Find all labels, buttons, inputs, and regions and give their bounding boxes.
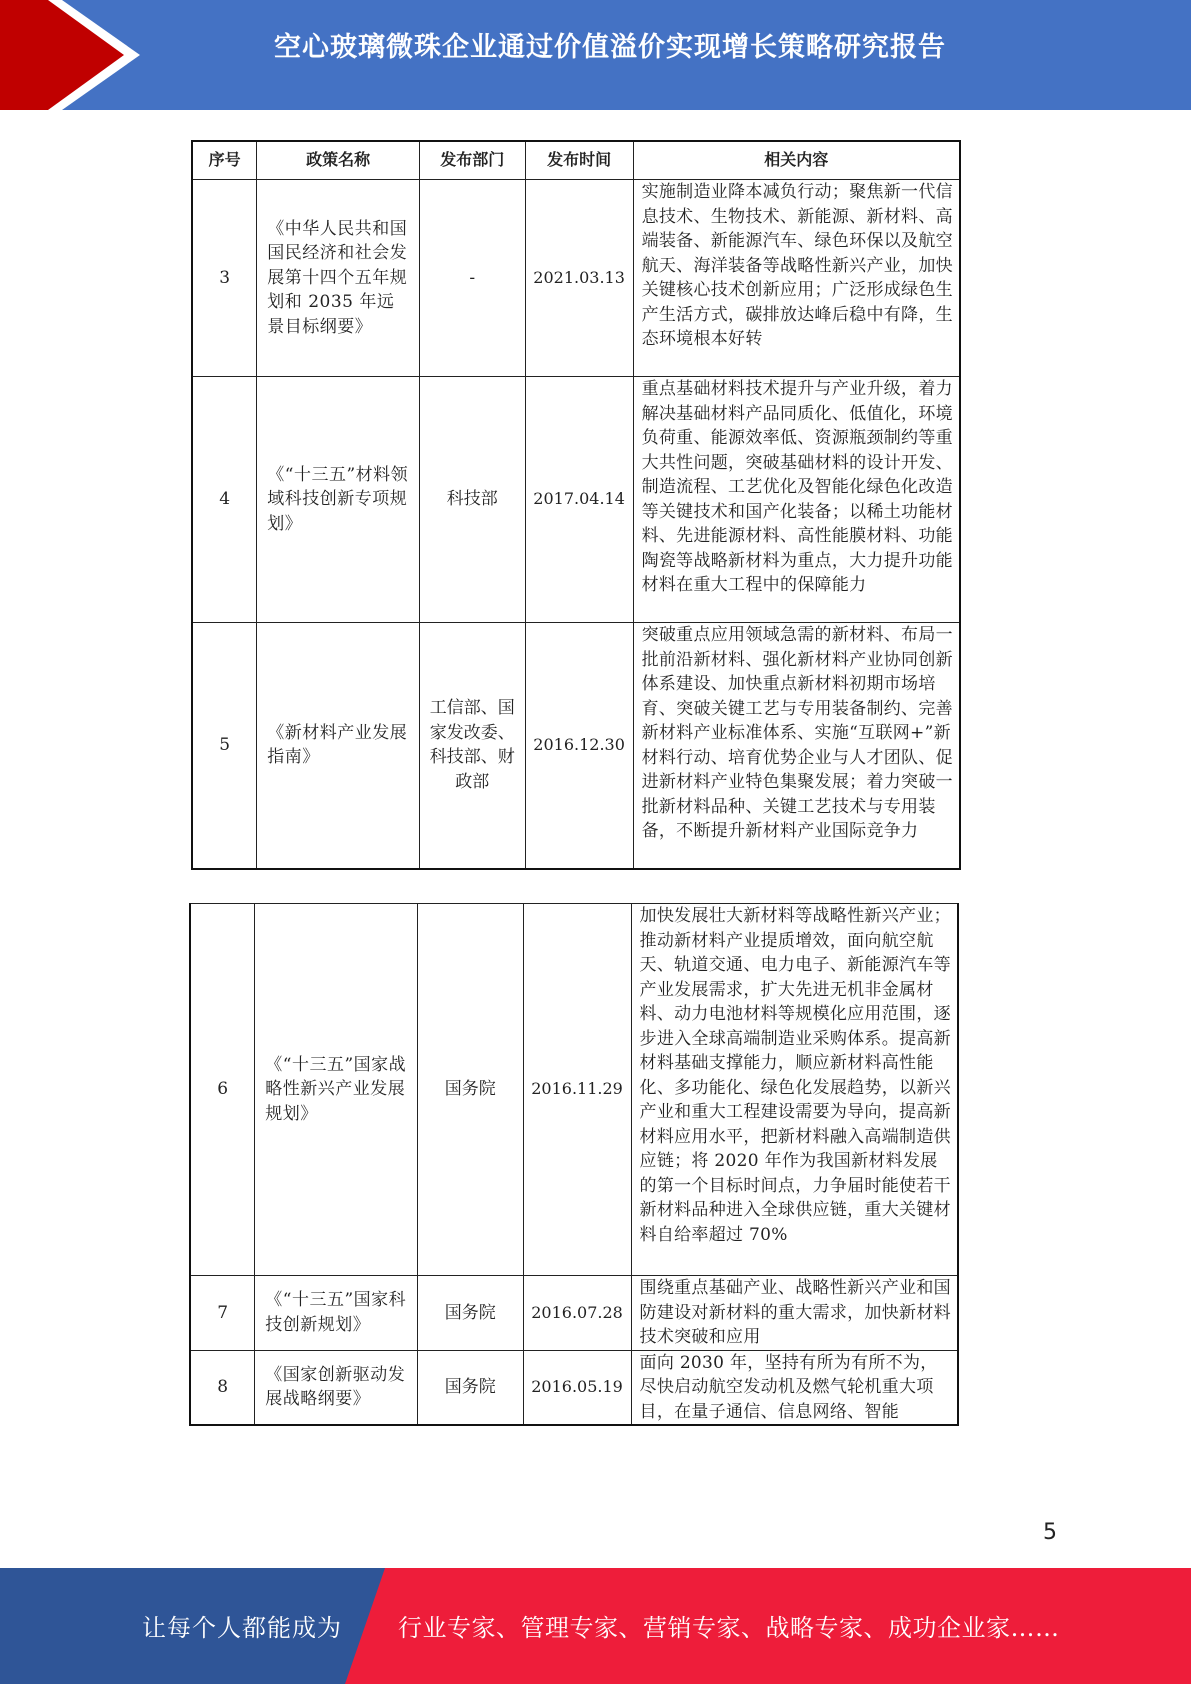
header-dept: 发布部门 (419, 141, 525, 180)
row-date: 2016.07.28 (523, 1276, 631, 1351)
row-content: 加快发展壮大新材料等战略性新兴产业；推动新材料产业提质增效，面向航空航天、轨道交通、电力电子、新能源汽车等产业发展需求，扩大先进无机非金属材料、动力电池材料等规模化应用范围，逐步进入全球高端制造业采购体系。提高新材料基础支撑能力，顺应新材料高性能化、多功能化、绿色化发展趋势，以新兴产业和重大工程建设需要为导向，提高新材料应用水平，把新材料融入高端制造供应链；将 2020 年作为我国新材料发展的第一个目标时间点，力争届时能使若干新材料品种进入全球供应链，重大关键材料自给率超过 70% (631, 904, 958, 1276)
row-dept: 国务院 (417, 1276, 523, 1351)
row-policy-name: 《国家创新驱动发展战略纲要》 (255, 1350, 418, 1425)
footer-slogan-right: 行业专家、管理专家、营销专家、战略专家、成功企业家…… (398, 1614, 1060, 1642)
row-date: 2021.03.13 (525, 180, 633, 377)
row-seq: 3 (192, 180, 257, 377)
page-header (0, 0, 1191, 110)
row-policy-name: 《“十三五”国家战略性新兴产业发展规划》 (255, 904, 418, 1276)
page-number: 5 (1043, 1520, 1057, 1545)
row-dept: 科技部 (419, 377, 525, 623)
row-dept: - (419, 180, 525, 377)
row-content: 突破重点应用领域急需的新材料、布局一批前沿新材料、强化新材料产业协同创新体系建设、加快重点新材料初期市场培育、突破关键工艺与专用装备制约、完善新材料产业标准体系、实施“互联网+”新材料行动、培育优势企业与人才团队、促进新材料产业特色集聚发展；着力突破一批新材料品种、关键工艺技术与专用装备，不断提升新材料产业国际竞争力 (633, 623, 960, 869)
header-date: 发布时间 (525, 141, 633, 180)
row-content: 重点基础材料技术提升与产业升级，着力解决基础材料产品同质化、低值化，环境负荷重、能源效率低、资源瓶颈制约等重大共性问题，突破基础材料的设计开发、制造流程、工艺优化及智能化绿色化改造等关键技术和国产化装备；以稀土功能材料、先进能源材料、高性能膜材料、功能陶瓷等战略新材料为重点，大力提升功能材料在重大工程中的保障能力 (633, 377, 960, 623)
row-dept: 国务院 (417, 904, 523, 1276)
row-policy-name: 《“十三五”材料领域科技创新专项规划》 (257, 377, 420, 623)
row-policy-name: 《新材料产业发展指南》 (257, 623, 420, 869)
table-row (192, 377, 960, 623)
row-seq: 8 (190, 1350, 255, 1425)
header-seq: 序号 (192, 141, 257, 180)
policy-table-part-2 (189, 903, 959, 1426)
row-policy-name: 《中华人民共和国国民经济和社会发展第十四个五年规划和 2035 年远景目标纲要》 (257, 180, 420, 377)
table-row (190, 1350, 958, 1425)
table-row (192, 180, 960, 377)
row-seq: 6 (190, 904, 255, 1276)
report-title: 空心玻璃微珠企业通过价值溢价实现增长策略研究报告 (274, 32, 946, 63)
table-header-row (192, 141, 960, 180)
row-policy-name: 《“十三五”国家科技创新规划》 (255, 1276, 418, 1351)
row-seq: 7 (190, 1276, 255, 1351)
header-name: 政策名称 (257, 141, 420, 180)
row-seq: 4 (192, 377, 257, 623)
row-content: 面向 2030 年，坚持有所为有所不为，尽快启动航空发动机及燃气轮机重大项目，在量子通信、信息网络、智能 (631, 1350, 958, 1425)
row-dept: 工信部、国家发改委、科技部、财政部 (419, 623, 525, 869)
footer-slogan-left: 让每个人都能成为 (142, 1614, 342, 1642)
row-content: 围绕重点基础产业、战略性新兴产业和国防建设对新材料的重大需求，加快新材料技术突破和应用 (631, 1276, 958, 1351)
row-date: 2016.12.30 (525, 623, 633, 869)
table-row (190, 1276, 958, 1351)
page-footer (0, 1568, 1191, 1684)
policy-table-part-1 (191, 140, 961, 870)
header-content: 相关内容 (633, 141, 960, 180)
row-date: 2017.04.14 (525, 377, 633, 623)
row-seq: 5 (192, 623, 257, 869)
row-date: 2016.11.29 (523, 904, 631, 1276)
row-content: 实施制造业降本减负行动；聚焦新一代信息技术、生物技术、新能源、新材料、高端装备、新能源汽车、绿色环保以及航空航天、海洋装备等战略性新兴产业，加快关键核心技术创新应用；广泛形成绿色生产生活方式，碳排放达峰后稳中有降，生态环境根本好转 (633, 180, 960, 377)
table-row (190, 904, 958, 1276)
row-date: 2016.05.19 (523, 1350, 631, 1425)
header-red-chevron (0, 0, 160, 110)
row-dept: 国务院 (417, 1350, 523, 1425)
table-row (192, 623, 960, 869)
